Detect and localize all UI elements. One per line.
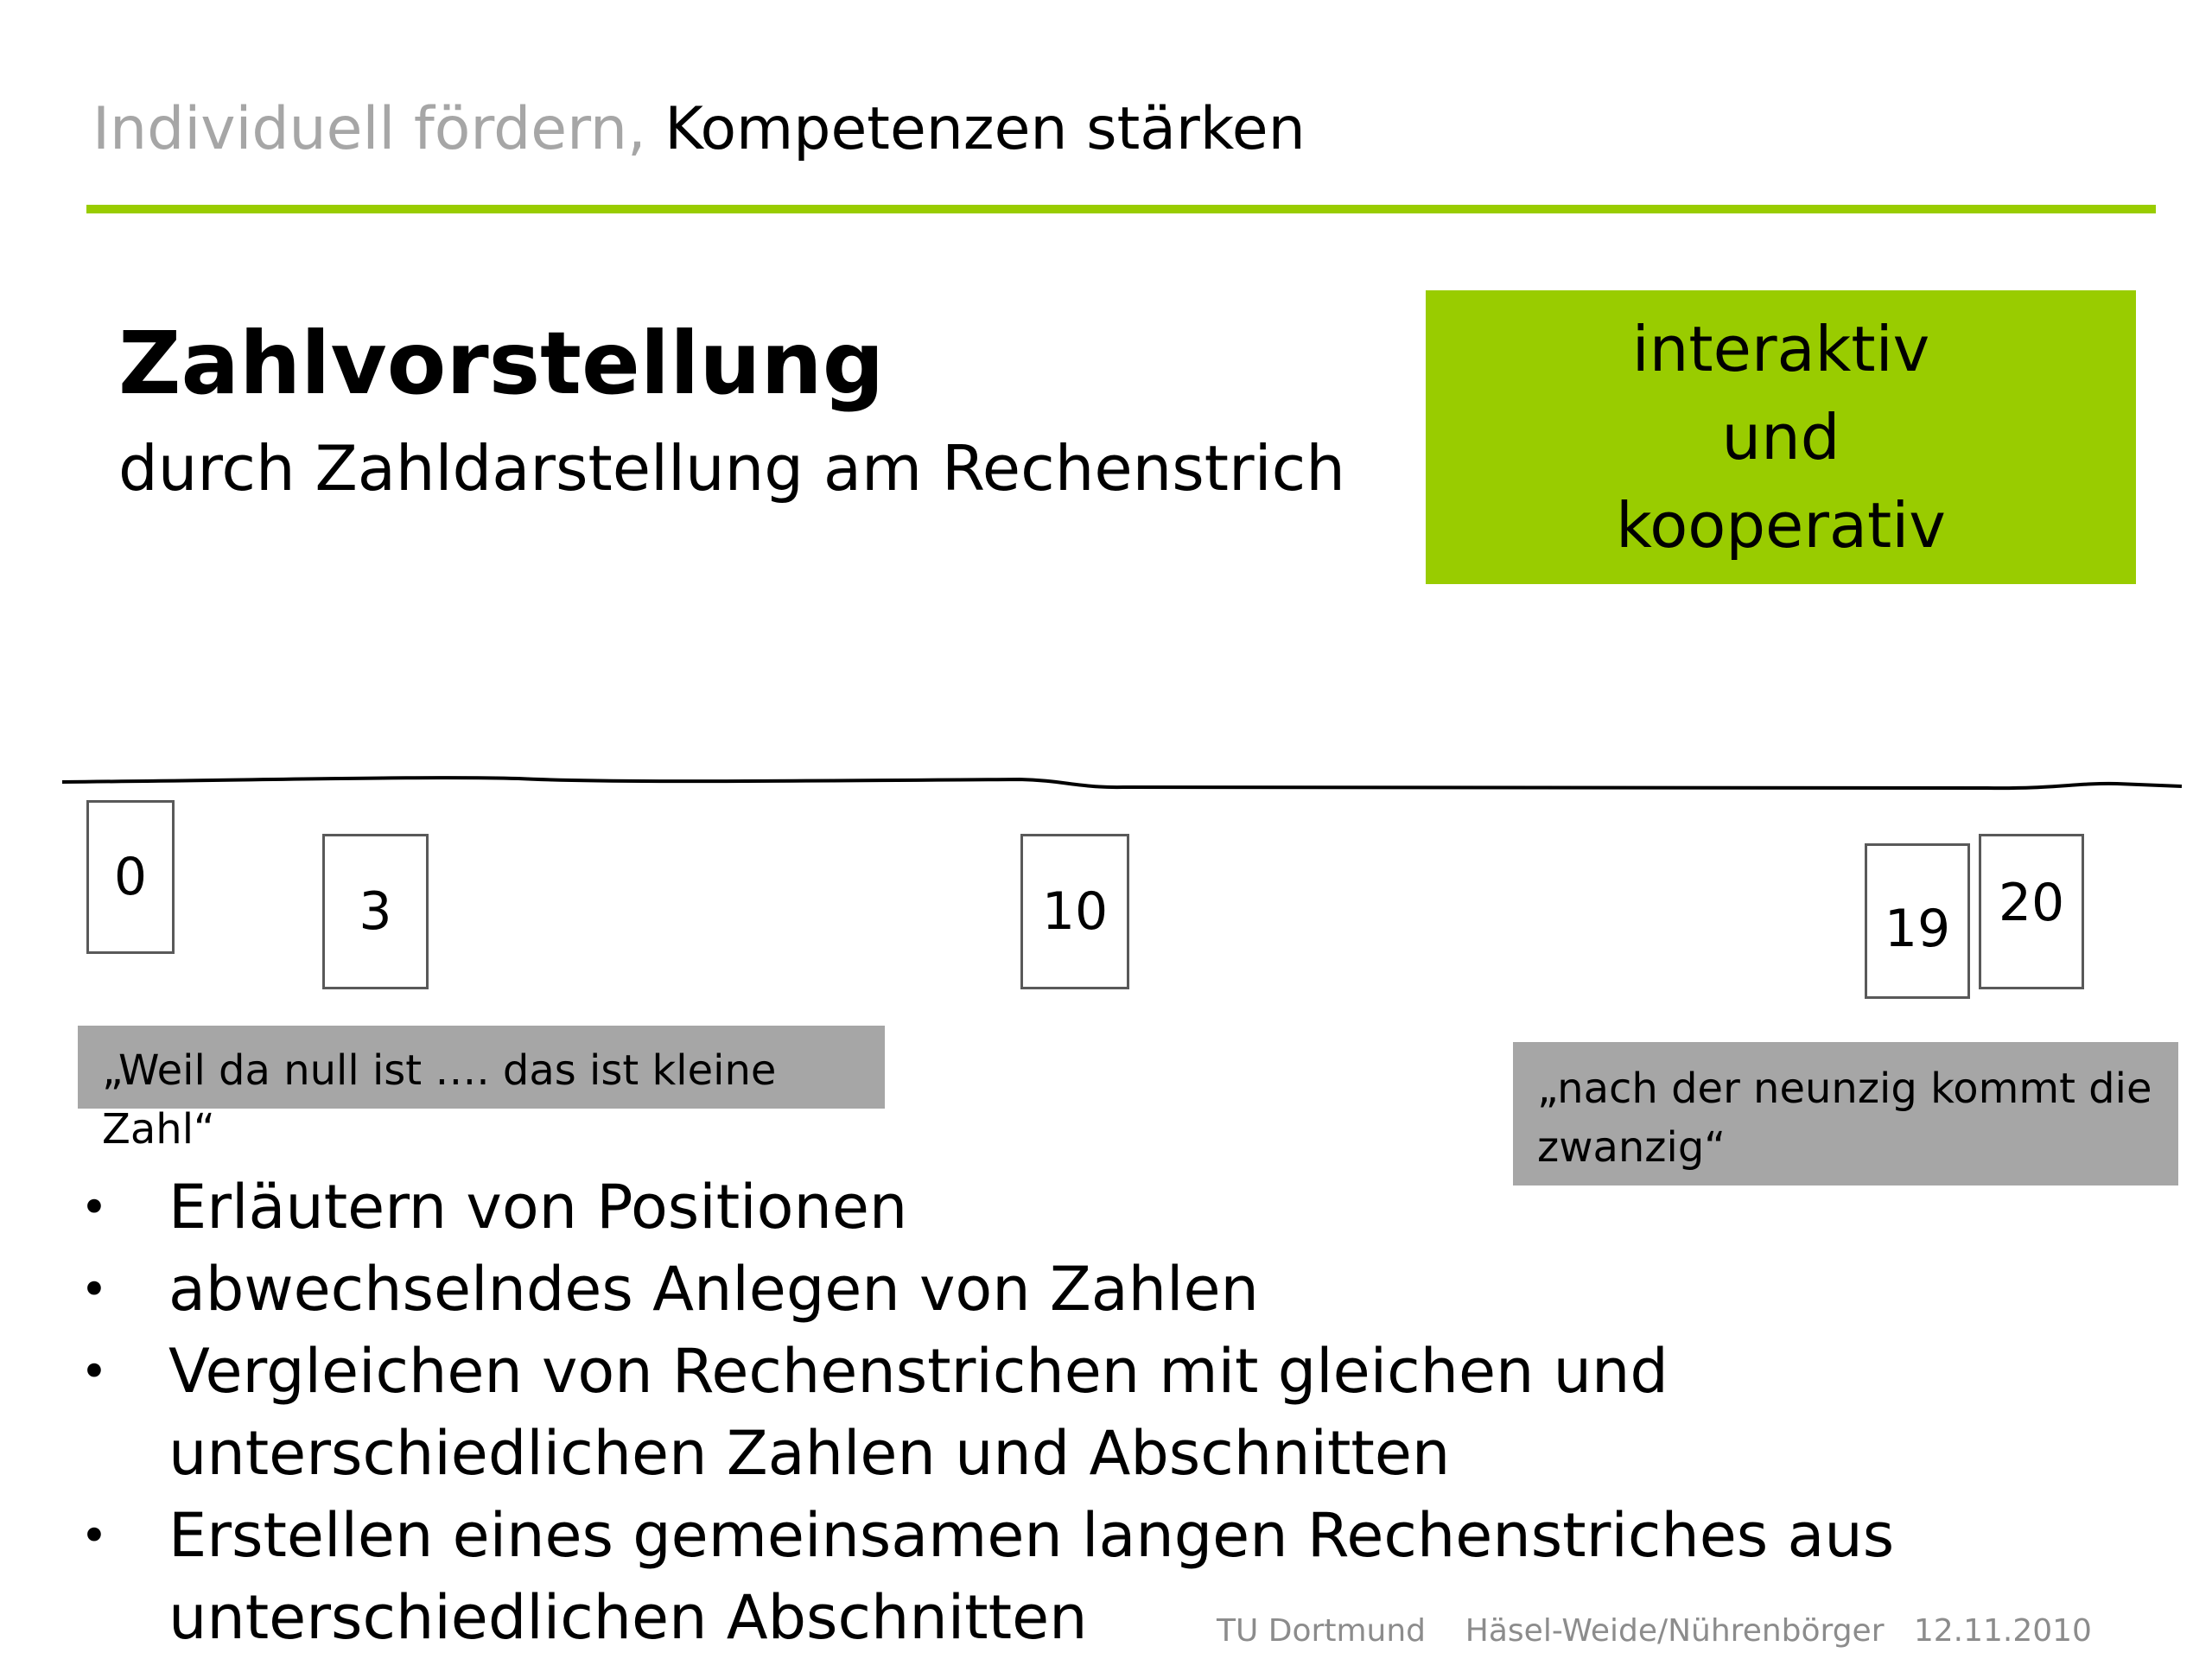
number-card-19: 19 — [1865, 843, 1970, 999]
slide-subtitle: durch Zahldarstellung am Rechenstrich — [118, 432, 1345, 505]
footer-institution: TU Dortmund — [1217, 1613, 1426, 1649]
badge-line-1: interaktiv — [1631, 313, 1930, 385]
bullet-item — [73, 1166, 2130, 1249]
badge-line-3: kooperativ — [1616, 489, 1946, 562]
number-card-20: 20 — [1979, 834, 2084, 989]
header-dark-text: Kompetenzen stärken — [664, 95, 1306, 163]
bullet-text: abwechselndes Anlegen von Zahlen — [168, 1254, 1259, 1325]
footer-authors: Häsel-Weide/Nührenbörger — [1465, 1613, 1885, 1649]
number-card-10: 10 — [1020, 834, 1129, 989]
bullet-icon: • — [80, 1509, 108, 1563]
header-light-text: Individuell fördern, — [92, 95, 665, 163]
footer-date: 12.11.2010 — [1913, 1613, 2092, 1649]
badge-line-2: und — [1721, 401, 1840, 474]
bullet-icon: • — [80, 1262, 108, 1317]
bullet-text: Erläutern von Positionen — [168, 1172, 908, 1243]
number-line-stroke — [62, 778, 2182, 788]
bullet-list — [73, 1166, 2130, 1659]
bullet-item — [73, 1249, 2130, 1331]
number-card-3: 3 — [322, 834, 429, 989]
bullet-icon: • — [80, 1180, 108, 1235]
slide-footer — [1217, 1613, 2092, 1649]
bullet-icon: • — [80, 1344, 108, 1399]
bullet-item — [73, 1331, 2130, 1495]
bullet-text: Erstellen eines gemeinsamen langen Rechenstriches aus unterschiedlichen Abschnitten — [168, 1500, 1895, 1653]
slide-title: Zahlvorstellung — [118, 313, 885, 414]
quote-left: „Weil da null ist …. das ist kleine Zahl“ — [78, 1026, 885, 1109]
quote-right: „nach der neunzig kommt die zwanzig“ — [1513, 1042, 2178, 1185]
number-card-0: 0 — [86, 800, 175, 954]
bullet-text: Vergleichen von Rechenstrichen mit gleichen und unterschiedlichen Zahlen und Abschnitten — [168, 1336, 1669, 1489]
